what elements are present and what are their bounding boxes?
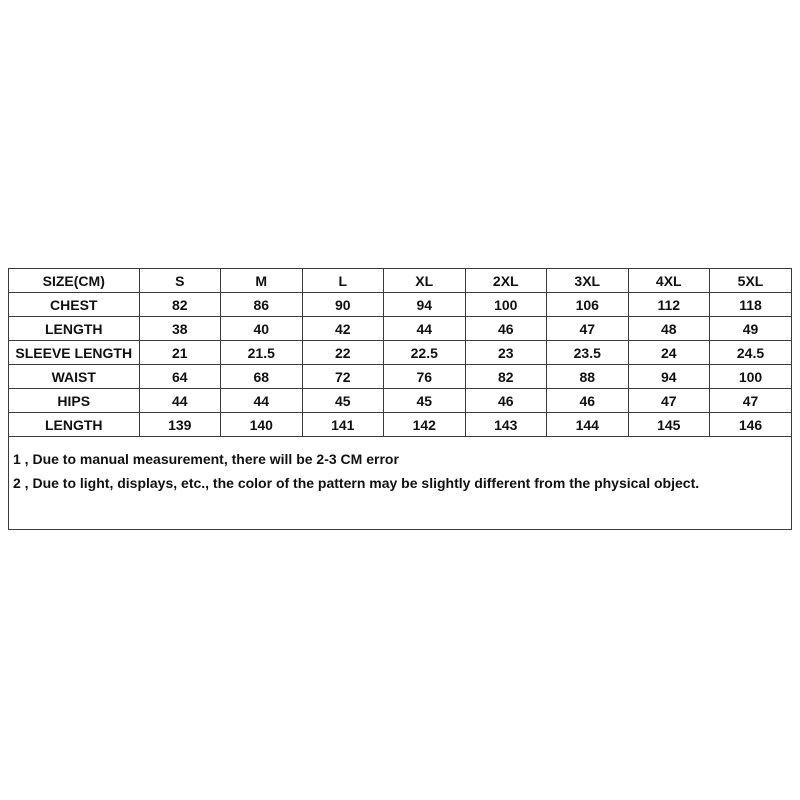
table-cell: 90 (302, 293, 384, 317)
table-cell: 144 (547, 413, 629, 437)
table-cell: 21 (139, 341, 221, 365)
table-cell: 142 (384, 413, 466, 437)
table-cell: 140 (221, 413, 303, 437)
table-row (9, 317, 791, 341)
table-cell: 46 (465, 389, 547, 413)
table-cell: 143 (465, 413, 547, 437)
table-cell: 46 (547, 389, 629, 413)
table-row (9, 341, 791, 365)
table-cell: 146 (710, 413, 792, 437)
size-chart (8, 268, 792, 530)
header-cell: 4XL (628, 269, 710, 293)
table-cell: 44 (221, 389, 303, 413)
row-label: LENGTH (9, 317, 139, 341)
row-label: SLEEVE LENGTH (9, 341, 139, 365)
table-cell: 106 (547, 293, 629, 317)
table-cell: 49 (710, 317, 792, 341)
table-cell: 42 (302, 317, 384, 341)
notes-section (9, 437, 791, 495)
table-cell: 64 (139, 365, 221, 389)
table-cell: 88 (547, 365, 629, 389)
header-cell: XL (384, 269, 466, 293)
table-cell: 47 (547, 317, 629, 341)
table-row (9, 293, 791, 317)
note-color-difference: 2 , Due to light, displays, etc., the color of the pattern may be slightly different from the physical object. (13, 475, 700, 491)
table-header-row (9, 269, 791, 293)
table-cell: 24 (628, 341, 710, 365)
table-cell: 46 (465, 317, 547, 341)
size-table (9, 269, 791, 437)
table-cell: 94 (628, 365, 710, 389)
table-cell: 23 (465, 341, 547, 365)
table-cell: 23.5 (547, 341, 629, 365)
table-cell: 145 (628, 413, 710, 437)
table-cell: 22.5 (384, 341, 466, 365)
table-cell: 100 (710, 365, 792, 389)
table-cell: 47 (628, 389, 710, 413)
table-cell: 44 (384, 317, 466, 341)
table-cell: 38 (139, 317, 221, 341)
header-cell: L (302, 269, 384, 293)
table-cell: 118 (710, 293, 792, 317)
header-cell: 2XL (465, 269, 547, 293)
table-row (9, 413, 791, 437)
row-label: HIPS (9, 389, 139, 413)
table-cell: 21.5 (221, 341, 303, 365)
table-cell: 22 (302, 341, 384, 365)
header-cell: S (139, 269, 221, 293)
table-cell: 45 (384, 389, 466, 413)
header-cell: SIZE(CM) (9, 269, 139, 293)
table-cell: 86 (221, 293, 303, 317)
note-measurement-error: 1 , Due to manual measurement, there will be 2-3 CM error (13, 451, 399, 467)
row-label: WAIST (9, 365, 139, 389)
table-cell: 94 (384, 293, 466, 317)
table-cell: 68 (221, 365, 303, 389)
table-cell: 141 (302, 413, 384, 437)
row-label: CHEST (9, 293, 139, 317)
table-cell: 82 (465, 365, 547, 389)
table-row (9, 389, 791, 413)
table-cell: 112 (628, 293, 710, 317)
table-cell: 139 (139, 413, 221, 437)
table-cell: 47 (710, 389, 792, 413)
header-cell: M (221, 269, 303, 293)
table-cell: 40 (221, 317, 303, 341)
table-cell: 48 (628, 317, 710, 341)
table-cell: 72 (302, 365, 384, 389)
table-cell: 100 (465, 293, 547, 317)
header-cell: 3XL (547, 269, 629, 293)
table-cell: 44 (139, 389, 221, 413)
table-cell: 76 (384, 365, 466, 389)
row-label: LENGTH (9, 413, 139, 437)
table-cell: 82 (139, 293, 221, 317)
table-cell: 24.5 (710, 341, 792, 365)
table-row (9, 365, 791, 389)
table-cell: 45 (302, 389, 384, 413)
header-cell: 5XL (710, 269, 792, 293)
